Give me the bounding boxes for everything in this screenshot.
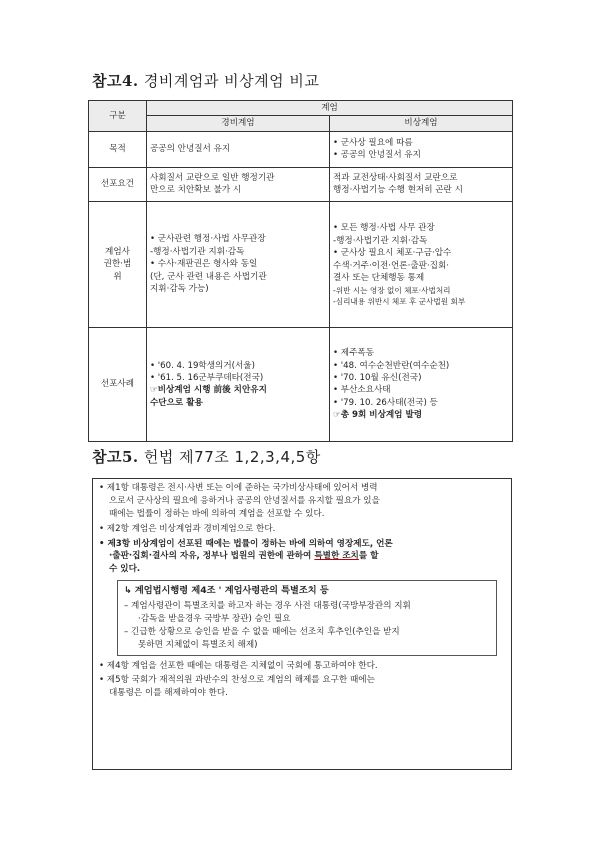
- cell-authority-gyeongbi: [147, 201, 330, 327]
- cell-line: • 군사관련 행정·사법 사무관장: [150, 234, 266, 245]
- decree-box: [117, 580, 497, 655]
- decree-title: ↳ 계엄법시행령 제4조 ' 계엄사령관의 특별조치 등: [124, 585, 329, 597]
- article-line: • 제3항 비상계엄이 선포된 때에는 법률이 정하는 바에 의하여 영장제도, 언론: [99, 538, 393, 549]
- cell-purpose-bisang: [330, 131, 513, 167]
- article-paragraph-4: [99, 660, 505, 673]
- cell-requirement-gyeongbi: [147, 167, 330, 201]
- cell-line: • 제주폭동: [333, 348, 375, 359]
- section5-heading: [92, 446, 321, 467]
- cell-line: 수단으로 활용: [150, 397, 203, 408]
- cell-cases-bisang: [330, 327, 513, 441]
- section4-heading: [92, 70, 319, 91]
- article-text: ·출판·집회·결사의 자유, 정부나 법원의 권한에 관하여: [109, 551, 315, 562]
- article-line: • 제4항 계엄을 선포한 때에는 대통령은 지체없이 국회에 통고하여야 한다.: [99, 660, 378, 671]
- cell-requirement-bisang: [330, 167, 513, 201]
- cell-line: 지휘·감독 가능): [150, 284, 209, 295]
- cell-line: ☞비상계엄 시행 前後 치안유지: [150, 385, 267, 396]
- cell-line: • '61. 5. 16군부쿠데타(전국): [150, 372, 264, 383]
- cell-line: -위반 시는 영장 없이 체포·사법처리: [333, 285, 451, 295]
- article-line: 수 있다.: [109, 564, 141, 575]
- decree-line: – 계엄사령관이 특별조치를 하고자 하는 경우 사전 대통령(국방부장관의 지휘: [124, 601, 411, 612]
- cell-line: • 군사상 필요에 따름: [333, 137, 413, 148]
- row-label-purpose: 목적: [89, 131, 147, 167]
- decree-line: 못하면 지체없이 특별조치 해제): [138, 639, 258, 650]
- cell-line: • '60. 4. 19학생의거(서울): [150, 360, 255, 371]
- article-line: • 제5항 국회가 재적의원 과반수의 찬성으로 계엄의 해제를 요구한 때에는: [99, 675, 375, 686]
- cell-line: -행정·사법기관 지휘·감독: [333, 235, 428, 246]
- cell-purpose-gyeongbi: [147, 131, 330, 167]
- article-line: [99, 550, 505, 563]
- article-paragraph-2: [99, 523, 505, 536]
- cell-line: • 공공의 안녕질서 유지: [333, 150, 421, 161]
- cell-line: 결사 또는 단체행동 통제: [333, 273, 425, 284]
- row-label-requirement: 선포요건: [89, 167, 147, 201]
- section5-prefix: 참고5.: [92, 448, 139, 466]
- cell-line: -심리내용 위반시 체포 후 군사법원 회부: [333, 296, 466, 306]
- row-label-authority: 계엄사 권한·범 위: [89, 201, 147, 327]
- article-paragraph-1: [99, 482, 505, 521]
- cell-line: ☞총 9회 비상계엄 발령: [333, 410, 423, 421]
- special-measure-emphasis: 특별한 조치: [314, 551, 359, 562]
- cell-line: • '48. 여수순천반란(여수순천): [333, 360, 450, 371]
- cell-line: 적과 교전상태·사회질서 교란으로: [333, 172, 458, 183]
- row-label-cases: 선포사례: [89, 327, 147, 441]
- cell-line: 행정·사법기능 수행 현저히 곤란 시: [333, 185, 463, 196]
- col-header-bisang: 비상계엄: [330, 116, 513, 131]
- cell-line: 수색·거주·이전·언론·출판·집회·: [333, 260, 450, 271]
- article-line: • 제1항 대통령은 전시·사변 또는 이에 준하는 국가비상사태에 있어서 병력: [99, 483, 378, 493]
- section4-title: 경비계엄과 비상계엄 비교: [143, 72, 320, 90]
- cell-cases-gyeongbi: [147, 327, 330, 441]
- decree-line: – 긴급한 상황으로 승인을 받을 수 없을 때에는 선조치 후추인(추인을 받지: [124, 626, 400, 637]
- decree-line: ·감독을 받을경우 국방부 장관) 승인 필요: [138, 613, 291, 624]
- cell-authority-bisang: [330, 201, 513, 327]
- comparison-table: [88, 100, 513, 442]
- cell-line: -행정·사법기관 지휘·감독: [150, 246, 245, 257]
- cell-line: • 모든 행정·사법 사무 관장: [333, 223, 435, 234]
- article-line: 때에는 법률이 정하는 바에 의하여 계엄을 선포할 수 있다.: [109, 508, 325, 519]
- cell-line: (단, 군사 관련 내용은 사법기관: [150, 271, 267, 282]
- article-line: 으로서 군사상의 필요에 응하거나 공공의 안녕질서를 유지할 필요가 있을: [109, 495, 380, 506]
- cell-line: 사회질서 교란으로 일반 행정기관: [150, 172, 275, 183]
- article-box: [92, 478, 512, 770]
- cell-line: • 수사·재판권은 형사와 동일: [150, 259, 258, 270]
- article-paragraph-3: [99, 538, 505, 577]
- cell-line: • '70. 10월 유신(전국): [333, 372, 422, 383]
- cell-line: 공공의 안녕질서 유지: [150, 144, 231, 155]
- corner-cell: 구분: [89, 101, 147, 132]
- cell-line: 만으로 치안확보 불가 시: [150, 185, 242, 196]
- col-header-gyeongbi: 경비계엄: [147, 116, 330, 131]
- section4-prefix: 참고4.: [92, 72, 139, 90]
- section5-title: 헌법 제77조 1,2,3,4,5항: [143, 448, 321, 466]
- article-line: • 제2항 계엄은 비상계엄과 경비계엄으로 한다.: [99, 523, 276, 534]
- article-paragraph-5: [99, 674, 505, 700]
- article-line: 대통령은 이를 해제하여야 한다.: [109, 688, 228, 699]
- cell-line: • 부산소요사태: [333, 385, 391, 396]
- group-header: 계엄: [147, 101, 513, 116]
- article-text: 를 할: [358, 551, 379, 562]
- cell-line: • '79. 10. 26사태(전국) 등: [333, 397, 438, 408]
- cell-line: • 군사상 필요시 체포·구금·압수: [333, 248, 452, 259]
